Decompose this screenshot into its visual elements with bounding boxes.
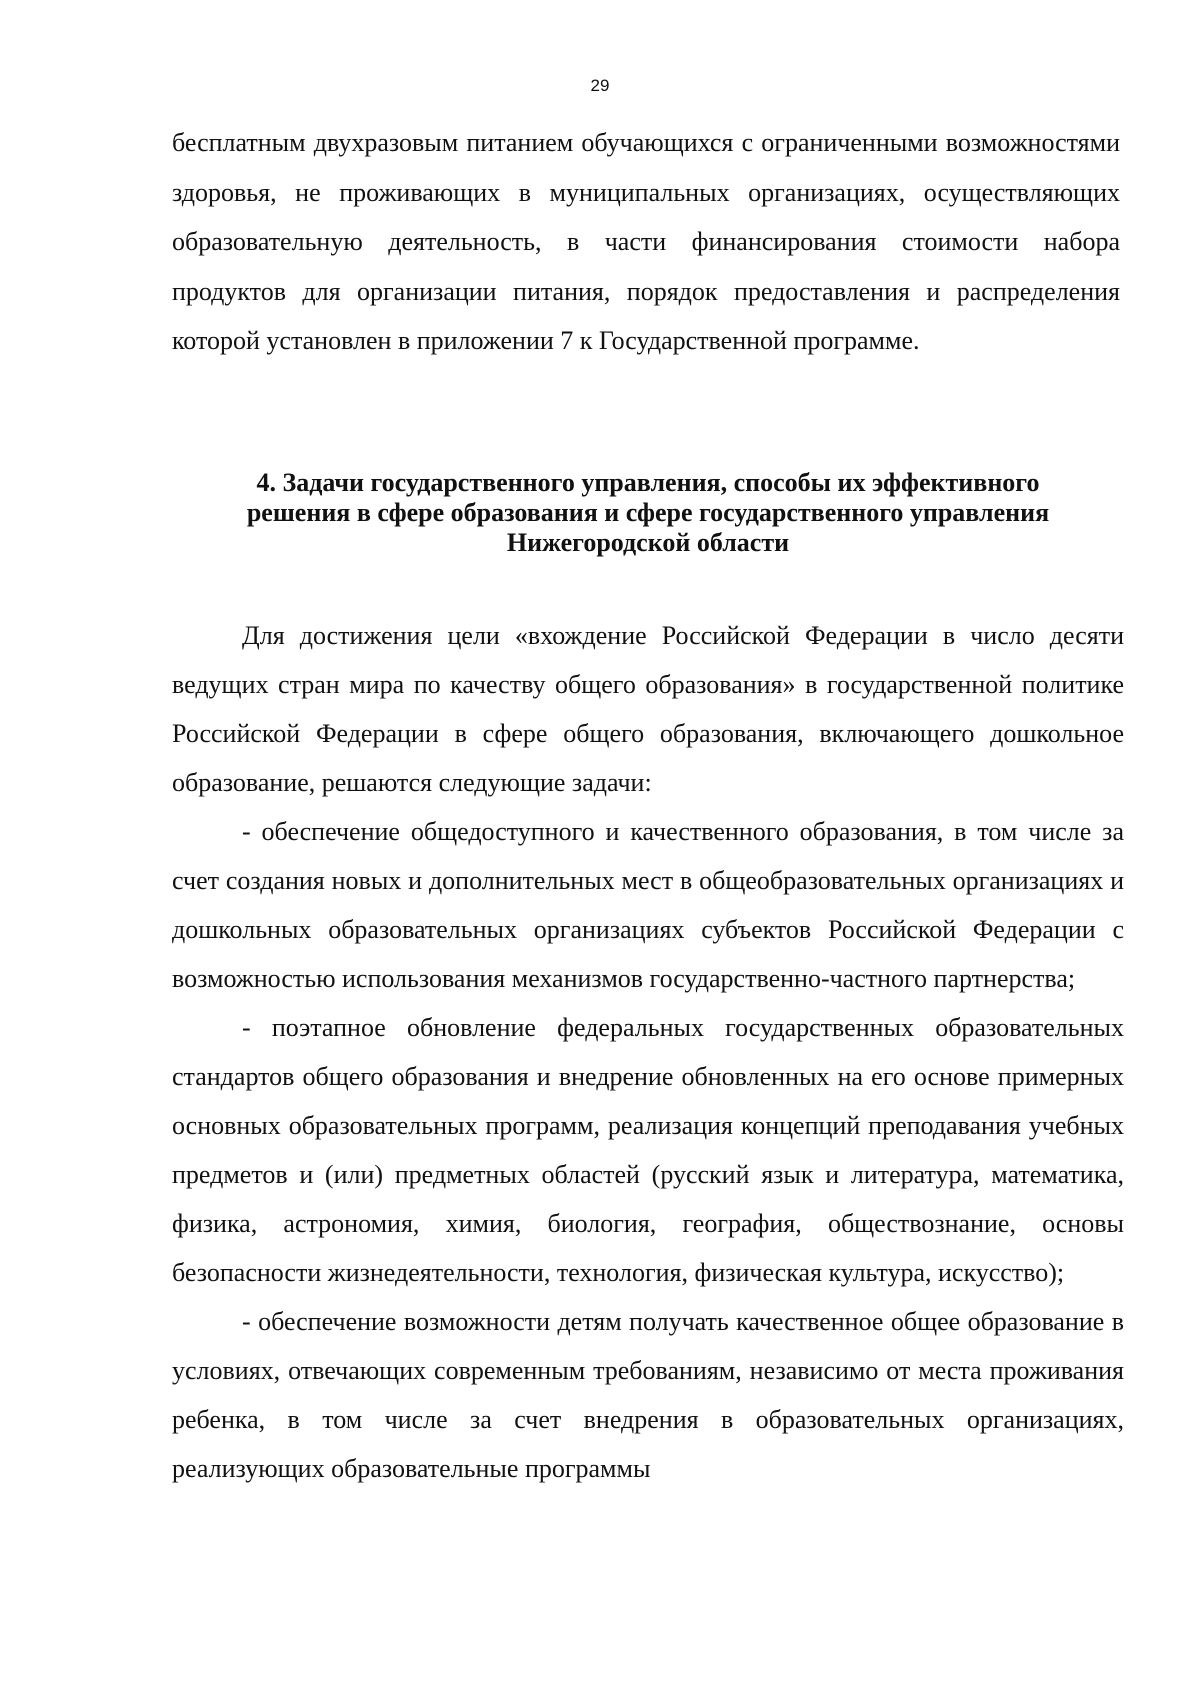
continued-paragraph-block: [172, 118, 1120, 366]
section-heading-line-1: 4. Задачи государственного управления, способы их эффективного: [256, 468, 1040, 497]
continued-paragraph: бесплатным двухразовым питанием обучающихся с ограниченными возможностями здоровья, не проживающих в муниципальных организациях, осуществляющих образовательную деятельность, в части финансирования стоимости набора продуктов для организации питания, порядок предоставления и распределения которой установлен в приложении 7 к Государственной программе.: [172, 128, 1120, 356]
section-heading: [172, 468, 1124, 558]
page-number: 29: [590, 76, 610, 95]
section-heading-line-2: решения в сфере образования и сфере государственного управления: [246, 498, 1050, 527]
section-body: [172, 611, 1124, 1493]
section-heading-line-3: Нижегородской области: [506, 528, 790, 557]
intro-paragraph: Для достижения цели «вхождение Российской Федерации в число десяти ведущих стран мира по качеству общего образования» в государственной политике Российской Федерации в сфере общего образования, включающего дошкольное образование, решаются следующие задачи:: [172, 621, 1124, 797]
task-item: - обеспечение общедоступного и качественного образования, в том числе за счет создания новых и дополнительных мест в общеобразовательных организациях и дошкольных образовательных организациях субъектов Российской Федерации с возможностью использования механизмов государственно-частного партнерства;: [172, 817, 1124, 993]
task-item: - поэтапное обновление федеральных государственных образовательных стандартов общего образования и внедрение обновленных на его основе примерных основных образовательных программ, реализация концепций преподавания учебных предметов и (или) предметных областей (русский язык и литература, математика, физика, астрономия, химия, биология, география, обществознание, основы безопасности жизнедеятельности, технология, физическая культура, искусство);: [172, 1013, 1124, 1287]
task-item: - обеспечение возможности детям получать качественное общее образование в условиях, отвечающих современным требованиям, независимо от места проживания ребенка, в том числе за счет внедрения в образовательных организациях, реализующих образовательные программы: [172, 1307, 1124, 1483]
